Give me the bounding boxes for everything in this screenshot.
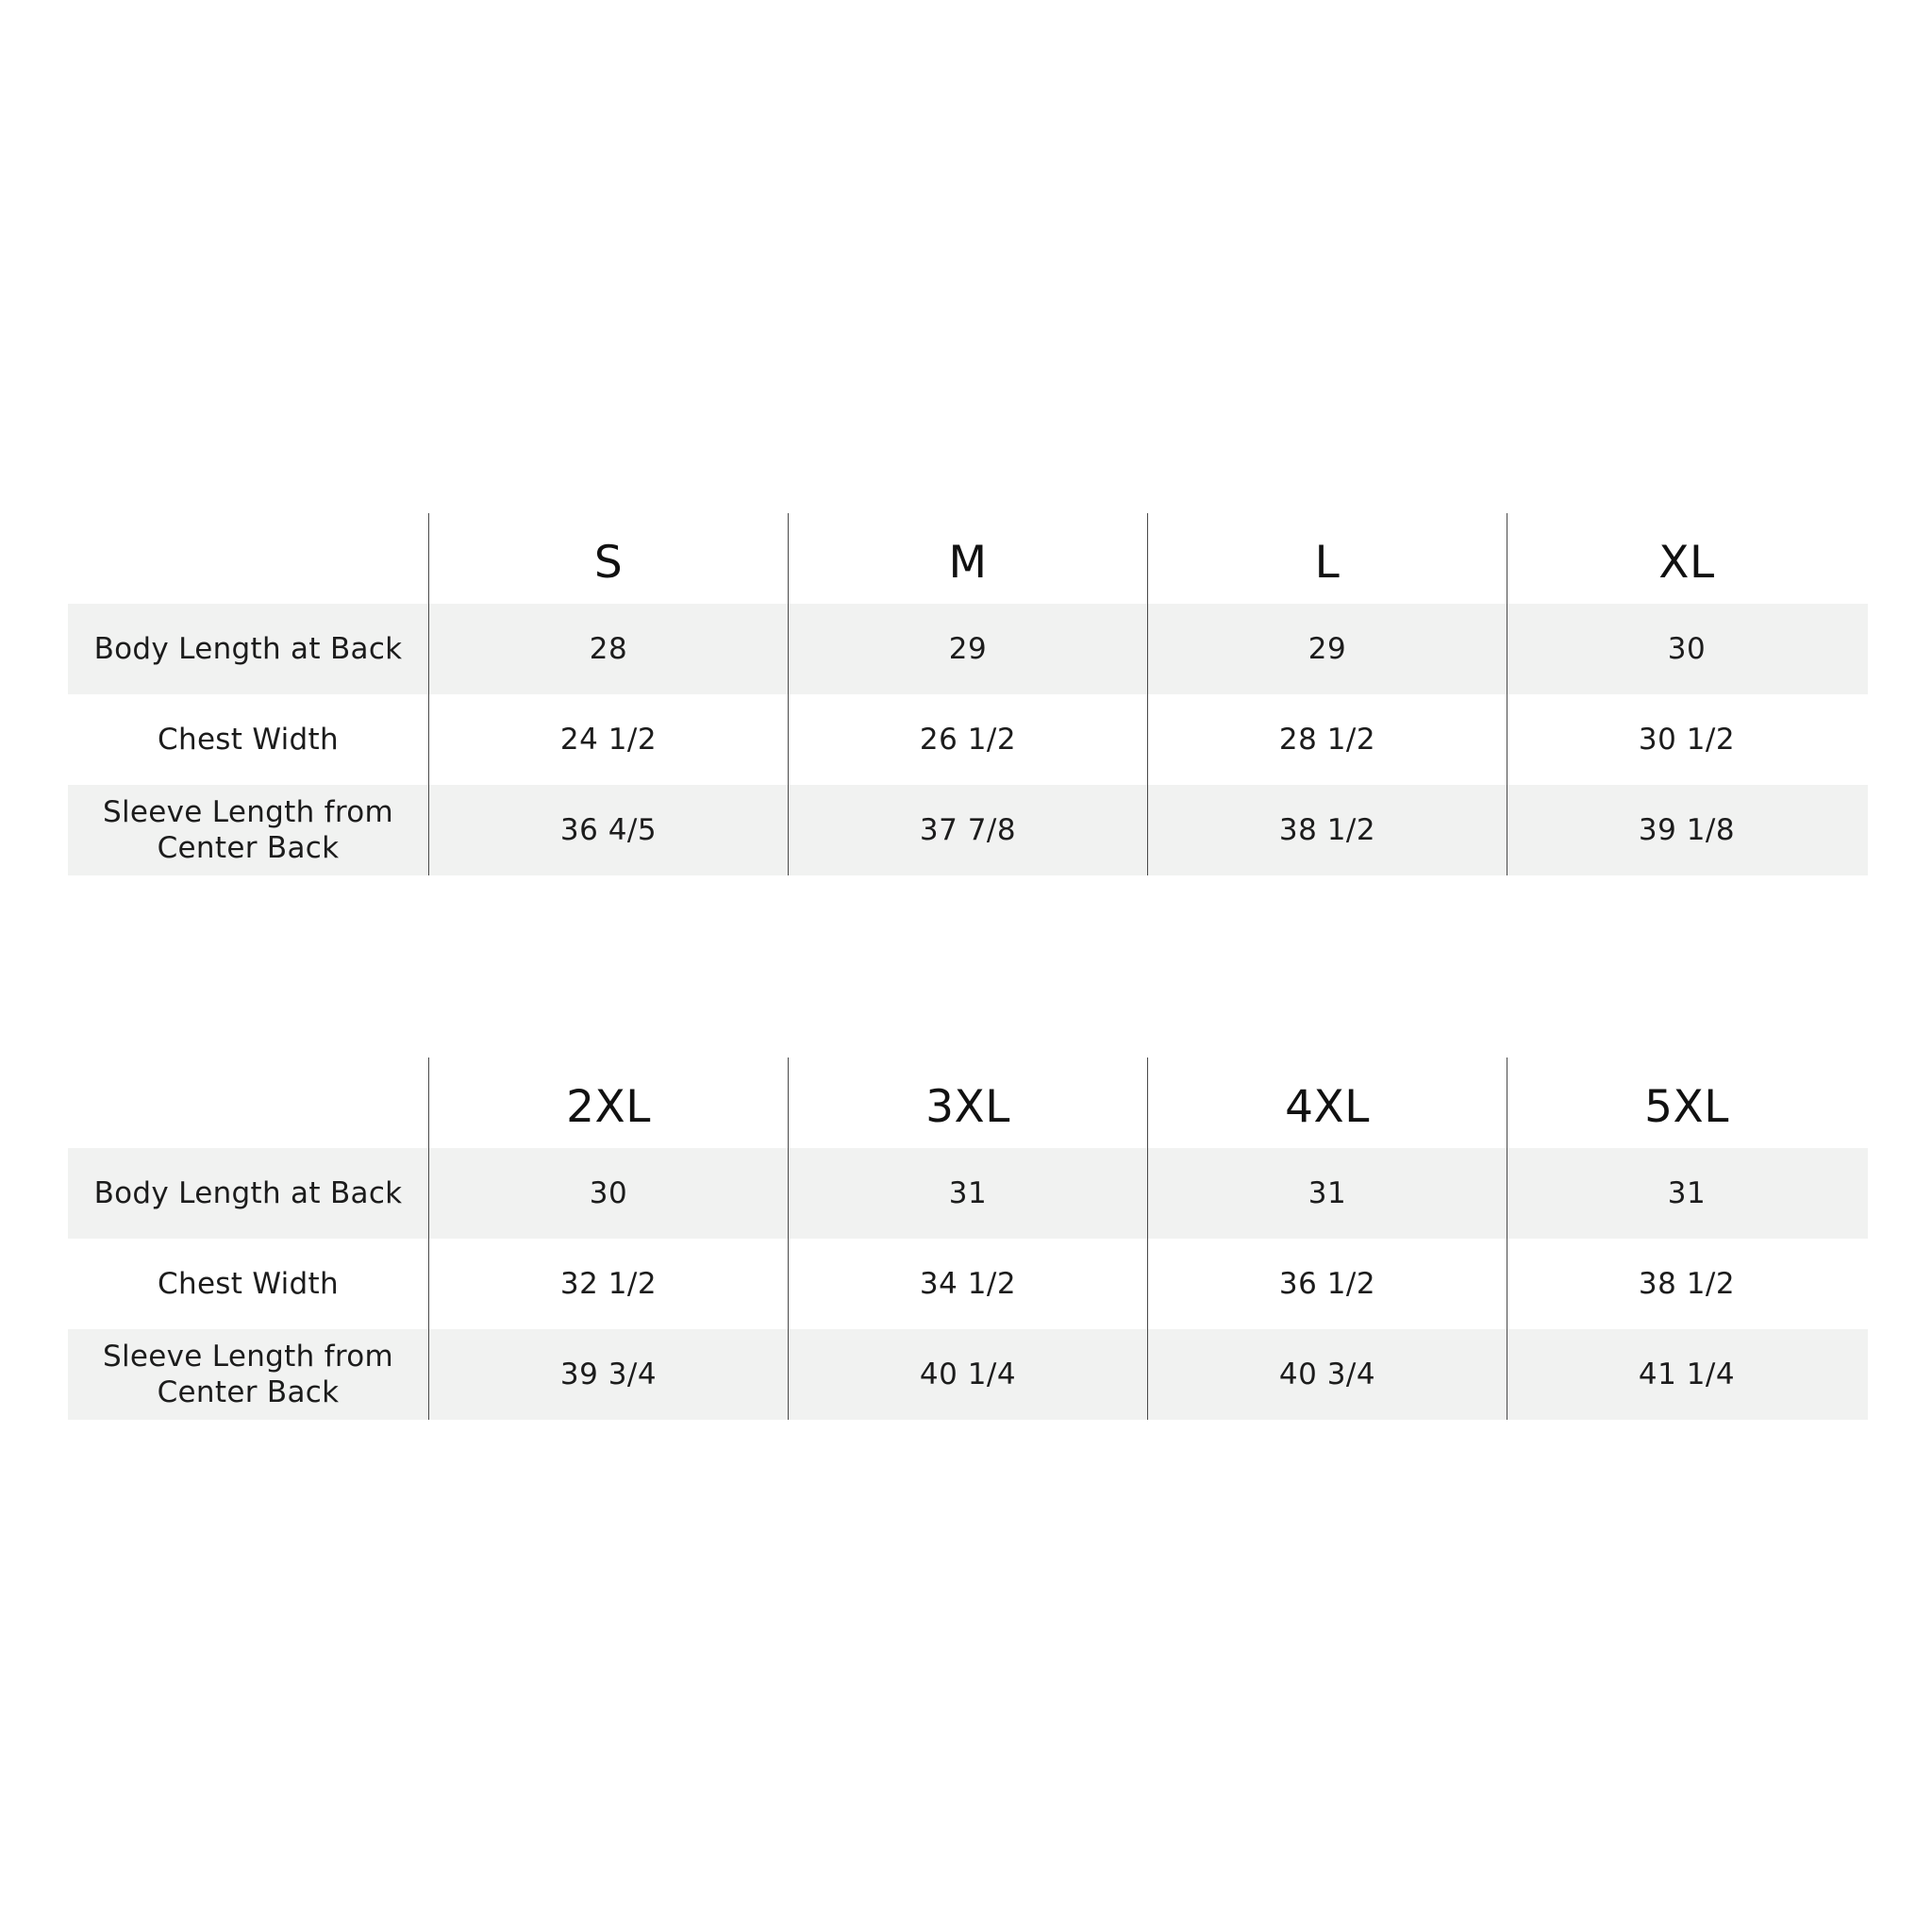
measurement-cell: 30 [1507,604,1866,694]
row-label: Sleeve Length from Center Back [102,795,394,865]
size-header-row [68,513,1868,604]
measurement-cell: 31 [1507,1148,1866,1239]
corner-cell [68,513,428,604]
measurement-cell: 39 1/8 [1507,785,1866,875]
size-header: 5XL [1507,1058,1866,1148]
measurement-cell: 31 [1147,1148,1507,1239]
measurement-cell: 38 1/2 [1507,1239,1866,1329]
table-row [68,785,1868,875]
size-header: XL [1507,513,1866,604]
row-label: Sleeve Length from Center Back [102,1340,394,1409]
measurement-cell: 36 4/5 [428,785,788,875]
size-header: L [1147,513,1507,604]
size-chart-table-2 [68,1058,1868,1420]
measurement-cell: 32 1/2 [428,1239,788,1329]
measurement-cell: 30 1/2 [1507,694,1866,785]
row-label: Chest Width [158,1267,339,1301]
measurement-cell: 40 3/4 [1147,1329,1507,1420]
measurement-cell: 36 1/2 [1147,1239,1507,1329]
table-row [68,694,1868,785]
measurement-cell: 29 [1147,604,1507,694]
measurement-cell: 41 1/4 [1507,1329,1866,1420]
measurement-cell: 28 [428,604,788,694]
table-row [68,1239,1868,1329]
table-row [68,1329,1868,1420]
measurement-cell: 40 1/4 [788,1329,1147,1420]
measurement-cell: 39 3/4 [428,1329,788,1420]
measurement-cell: 28 1/2 [1147,694,1507,785]
row-label: Body Length at Back [93,1176,403,1210]
measurement-cell: 38 1/2 [1147,785,1507,875]
measurement-cell: 37 7/8 [788,785,1147,875]
size-header-row [68,1058,1868,1148]
row-label: Chest Width [158,723,339,757]
size-chart-table-1 [68,513,1868,875]
size-header: 2XL [428,1058,788,1148]
measurement-cell: 24 1/2 [428,694,788,785]
row-label: Body Length at Back [93,632,403,666]
measurement-cell: 34 1/2 [788,1239,1147,1329]
size-header: 3XL [788,1058,1147,1148]
measurement-cell: 31 [788,1148,1147,1239]
measurement-cell: 29 [788,604,1147,694]
measurement-cell: 26 1/2 [788,694,1147,785]
size-header: 4XL [1147,1058,1507,1148]
corner-cell [68,1058,428,1148]
measurement-cell: 30 [428,1148,788,1239]
table-row [68,604,1868,694]
size-header: S [428,513,788,604]
table-row [68,1148,1868,1239]
size-header: M [788,513,1147,604]
